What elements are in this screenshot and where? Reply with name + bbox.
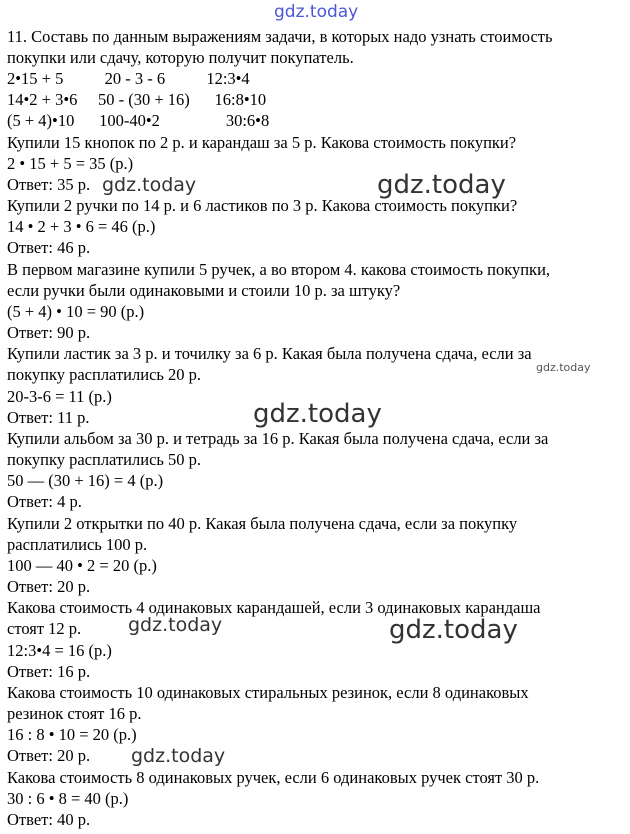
problem-4-answer: Ответ: 11 р. bbox=[7, 408, 90, 427]
problem-7-text-2: стоят 12 р. bbox=[7, 619, 82, 638]
task-heading-line-2: покупки или сдачу, которую получит покупатель. bbox=[7, 48, 354, 67]
task-heading-line-1: 11. Составь по данным выражениям задачи, в которых надо узнать стоимость bbox=[7, 27, 553, 46]
problem-3-answer: Ответ: 90 р. bbox=[7, 323, 91, 342]
expressions-row-2: 14•2 + 3•6 50 - (30 + 16) 16:8•10 bbox=[7, 90, 267, 109]
watermark-1: gdz.today bbox=[102, 174, 197, 196]
problem-4-text-2: покупку расплатились 20 р. bbox=[7, 365, 202, 384]
problem-5-text-2: покупку расплатились 50 р. bbox=[7, 450, 202, 469]
watermark-5: gdz.today bbox=[128, 614, 223, 636]
problem-8-solution: 16 : 8 • 10 = 20 (р.) bbox=[7, 725, 137, 744]
problem-7-solution: 12:3•4 = 16 (р.) bbox=[7, 641, 112, 660]
watermark-4: gdz.today bbox=[253, 399, 382, 429]
problem-9-text: Какова стоимость 8 одинаковых ручек, если 6 одинаковых ручек стоят 30 р. bbox=[7, 768, 540, 787]
watermark-7: gdz.today bbox=[131, 745, 226, 767]
expressions-row-1: 2•15 + 5 20 - 3 - 6 12:3•4 bbox=[7, 69, 250, 88]
problem-7-text-1: Какова стоимость 4 одинаковых карандашей, если 3 одинаковых карандаша bbox=[7, 598, 541, 617]
problem-2-text: Купили 2 ручки по 14 р. и 6 ластиков по 3 р. Какова стоимость покупки? bbox=[7, 196, 518, 215]
problem-6-text-2: расплатились 100 р. bbox=[7, 535, 148, 554]
problem-6-answer: Ответ: 20 р. bbox=[7, 577, 91, 596]
problem-9-solution: 30 : 6 • 8 = 40 (р.) bbox=[7, 789, 129, 808]
problem-8-answer: Ответ: 20 р. bbox=[7, 746, 91, 765]
problem-7-answer: Ответ: 16 р. bbox=[7, 662, 91, 681]
problem-5-solution: 50 — (30 + 16) = 4 (р.) bbox=[7, 471, 164, 490]
problem-2-solution: 14 • 2 + 3 • 6 = 46 (р.) bbox=[7, 217, 156, 236]
problem-4-text-1: Купили ластик за 3 р. и точилку за 6 р. Какая была получена сдача, если за bbox=[7, 344, 532, 363]
problem-1-answer: Ответ: 35 р. bbox=[7, 175, 91, 194]
problem-1-solution: 2 • 15 + 5 = 35 (р.) bbox=[7, 154, 134, 173]
problem-3-text-2: если ручки были одинаковыми и стоили 10 р. за штуку? bbox=[7, 281, 401, 300]
problem-4-solution: 20-3-6 = 11 (р.) bbox=[7, 387, 112, 406]
watermark-6: gdz.today bbox=[389, 615, 518, 645]
problem-8-text-2: резинок стоят 16 р. bbox=[7, 704, 142, 723]
problem-5-answer: Ответ: 4 р. bbox=[7, 492, 82, 511]
watermark-top: gdz.today bbox=[274, 2, 359, 22]
watermark-3: gdz.today bbox=[536, 361, 591, 374]
problem-6-text-1: Купили 2 открытки по 40 р. Какая была получена сдача, если за покупку bbox=[7, 514, 518, 533]
problem-2-answer: Ответ: 46 р. bbox=[7, 238, 91, 257]
problem-6-solution: 100 — 40 • 2 = 20 (р.) bbox=[7, 556, 157, 575]
expressions-row-3: (5 + 4)•10 100-40•2 30:6•8 bbox=[7, 111, 270, 130]
problem-3-solution: (5 + 4) • 10 = 90 (р.) bbox=[7, 302, 145, 321]
watermark-2: gdz.today bbox=[377, 170, 506, 200]
problem-5-text-1: Купили альбом за 30 р. и тетрадь за 16 р. Какая была получена сдача, если за bbox=[7, 429, 549, 448]
problem-1-text: Купили 15 кнопок по 2 р. и карандаш за 5 р. Какова стоимость покупки? bbox=[7, 133, 517, 152]
problem-9-answer: Ответ: 40 р. bbox=[7, 810, 91, 829]
problem-3-text-1: В первом магазине купили 5 ручек, а во втором 4. какова стоимость покупки, bbox=[7, 260, 551, 279]
problem-8-text-1: Какова стоимость 10 одинаковых стиральных резинок, если 8 одинаковых bbox=[7, 683, 529, 702]
